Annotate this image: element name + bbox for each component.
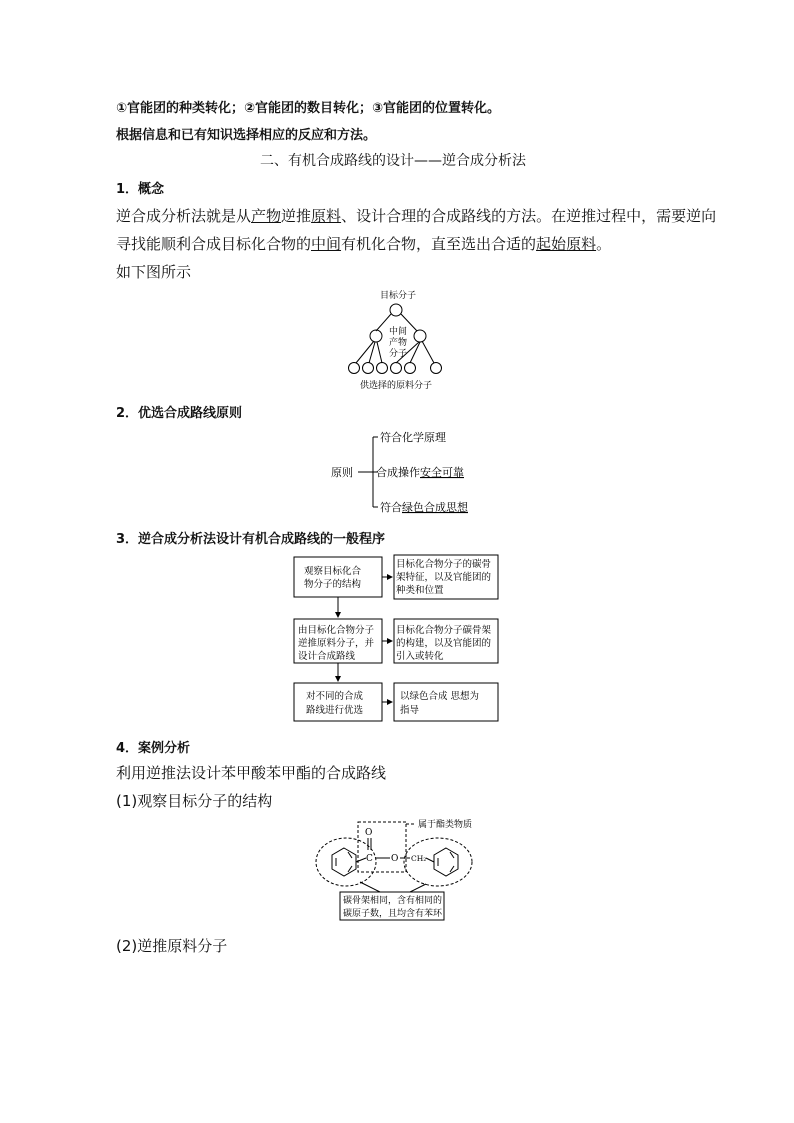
concept-heading: 1．概念 (116, 182, 165, 197)
principle-item-3-a: 符合 (380, 501, 402, 514)
intro-line-2: 根据信息和已有知识选择相应的反应和方法。 (116, 128, 377, 143)
case-step-1: (1)观察目标分子的结构 (116, 792, 273, 810)
flow-right-2-line-3: 引入或转化 (396, 651, 444, 662)
flow-left-1-line-2: 物分子的结构 (304, 579, 362, 590)
principle-item-2 (376, 465, 464, 479)
benzyl-benzoate-structure-diagram (310, 812, 480, 924)
underlined-term-material: 原料 (566, 235, 597, 253)
flow-left-3-line-1: 对不同的合成 (306, 691, 364, 702)
text-span: 逆合成分析法就是从 (116, 207, 252, 225)
section-title: 二、有机合成路线的设计——逆合成分析法 (260, 153, 526, 169)
procedure-flowchart (290, 553, 504, 725)
text-span: 。 (596, 235, 612, 253)
tree-middle-label-1: 中间 (389, 327, 408, 337)
note-line-1: 碳骨架相同，含有相同的 (343, 896, 443, 906)
text-span: 逆推 (281, 207, 312, 225)
ester-label: 属于酯类物质 (418, 820, 473, 830)
case-step-2: (2)逆推原料分子 (116, 937, 228, 955)
concept-paragraph-line-2 (116, 233, 611, 254)
flow-right-3-line-1: 以绿色合成 思想为 (400, 691, 480, 702)
principle-item-3 (380, 500, 469, 514)
flow-left-3-line-2: 路线进行优选 (306, 705, 364, 716)
retrosynthesis-tree-diagram (330, 284, 470, 396)
underlined-term-raw: 原料 (311, 207, 342, 225)
flow-right-3-line-2: 指导 (400, 705, 420, 716)
concept-paragraph-line-1 (116, 205, 716, 226)
principle-item-3-b: 绿色合成思想 (402, 501, 468, 514)
tree-middle-label-2: 产物 (389, 338, 408, 348)
tree-bottom-label: 供选择的原料分子 (360, 381, 433, 391)
atom-ch2: CH₂ (411, 854, 427, 863)
principle-item-2-a: 合成操作 (376, 466, 420, 479)
intro-line-1: ①官能团的种类转化；②官能团的数目转化；③官能团的位置转化。 (116, 101, 501, 116)
text-span: 寻找能顺利合成目标化合物的 (116, 235, 312, 253)
flow-right-1-line-3: 种类和位置 (396, 585, 444, 596)
underlined-term-intermediate: 中间 (311, 235, 342, 253)
flow-right-1-line-1: 目标化合物分子的碳骨 (396, 559, 492, 570)
underlined-term-product: 产物 (251, 207, 282, 225)
principle-root: 原则 (331, 466, 353, 479)
flow-left-2-line-2: 逆推原料分子，并 (298, 638, 375, 649)
atom-c: C (366, 854, 373, 864)
principle-heading: 2．优选合成路线原则 (116, 406, 243, 421)
tree-middle-label-3: 分子 (389, 349, 408, 359)
flow-right-1-line-2: 架特征，以及官能团的 (396, 572, 492, 583)
principle-item-2-b: 安全可靠 (420, 466, 464, 479)
case-intro: 利用逆推法设计苯甲酸苯甲酯的合成路线 (116, 764, 387, 782)
text-span: 有机化合物，直至选出合适的 (341, 235, 537, 253)
tree-top-label: 目标分子 (380, 291, 417, 301)
flow-right-2-line-1: 目标化合物分子碳骨架 (396, 625, 492, 636)
flow-right-2-line-2: 的构建，以及官能团的 (396, 638, 492, 649)
flow-left-1-line-1: 观察目标化合 (304, 566, 362, 577)
case-heading: 4．案例分析 (116, 741, 191, 756)
note-line-2: 碳原子数，且均含有苯环 (343, 909, 443, 919)
procedure-heading: 3．逆合成分析法设计有机合成路线的一般程序 (116, 532, 386, 547)
principle-item-1: 符合化学原理 (380, 431, 446, 444)
underlined-term-start: 起始 (536, 235, 567, 253)
flow-left-2-line-3: 设计合成路线 (298, 651, 356, 662)
atom-o-top: O (365, 828, 373, 838)
text-span: 、设计合理的合成路线的方法。在逆推过程中，需要逆向 (341, 207, 717, 225)
atom-o: O (391, 854, 399, 864)
concept-paragraph-line-3: 如下图所示 (116, 263, 192, 281)
principle-bracket-diagram (326, 424, 486, 520)
flow-left-2-line-1: 由目标化合物分子 (298, 625, 375, 636)
